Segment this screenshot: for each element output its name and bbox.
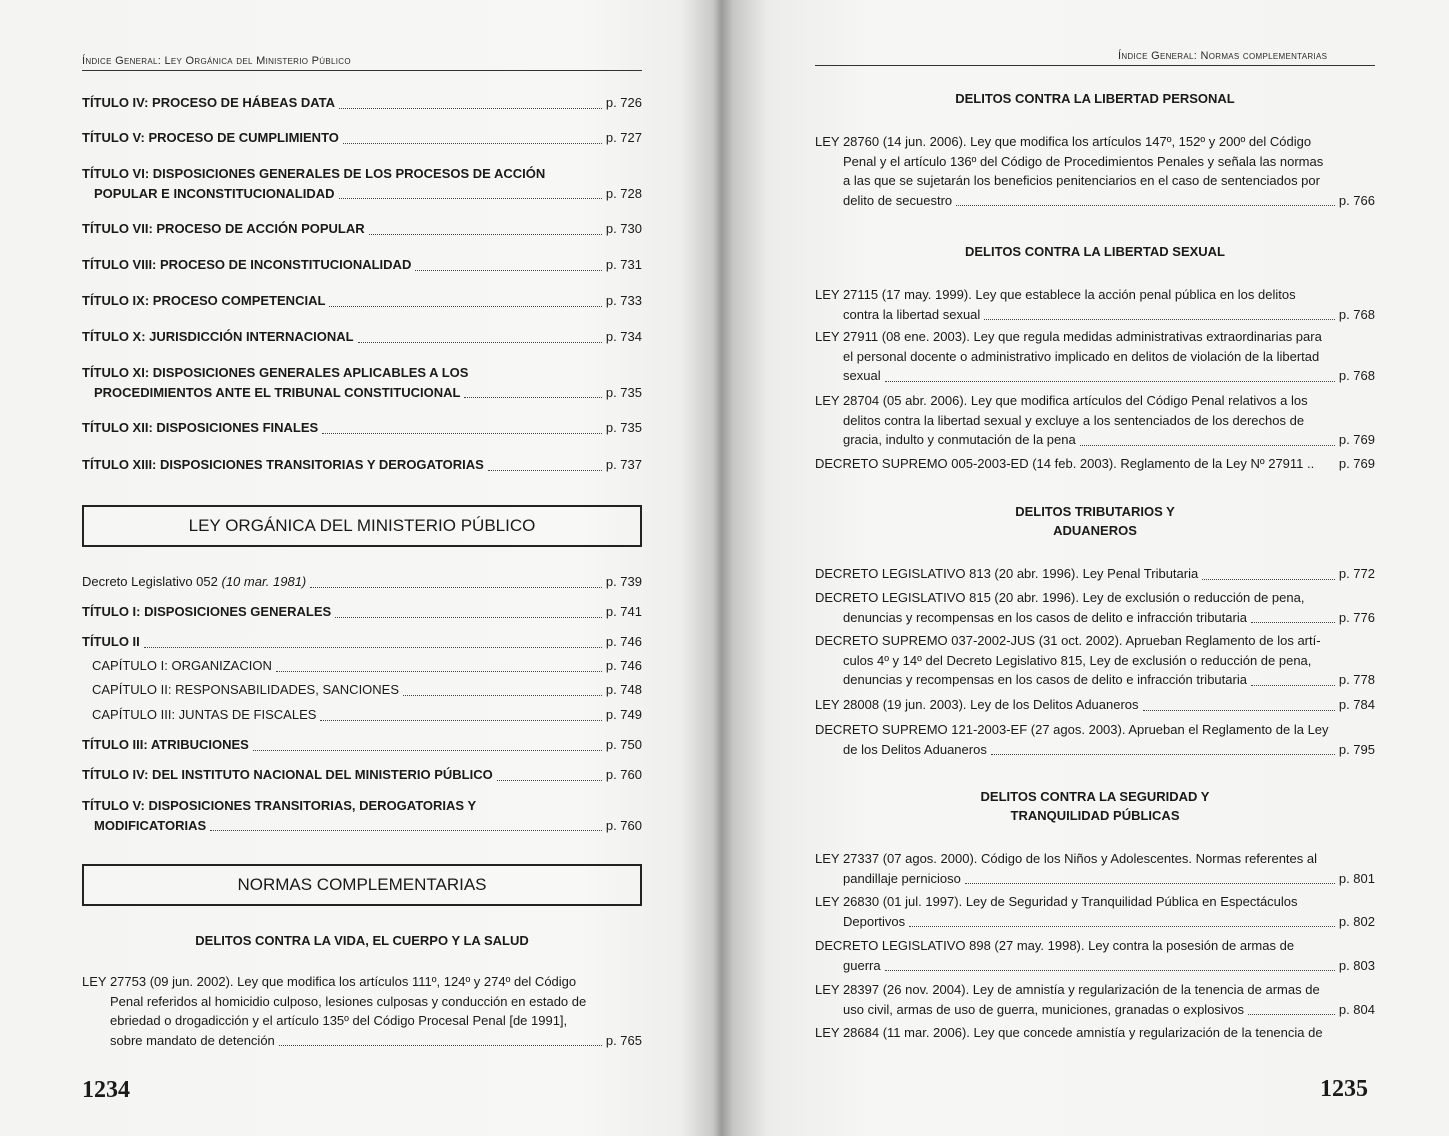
toc-entry: DECRETO LEGISLATIVO 815 (20 abr. 1996). Ley de exclusión o reducción de pena, denuncias y recompensas en los casos de delito e infracción tributaria p. 776	[815, 590, 1375, 625]
toc-entry: DECRETO LEGISLATIVO 813 (20 abr. 1996). Ley Penal Tributaria p. 772	[815, 566, 1375, 581]
toc-entry: CAPÍTULO II: RESPONSABILIDADES, SANCIONES p. 748	[92, 682, 642, 697]
header-rule	[815, 65, 1375, 66]
toc-entry: DECRETO LEGISLATIVO 898 (27 may. 1998). Ley contra la posesión de armas de guerra p. 803	[815, 938, 1375, 973]
toc-entry: TÍTULO XI: DISPOSICIONES GENERALES APLICABLES A LOS PROCEDIMIENTOS ANTE EL TRIBUNAL CONSTITUCIONAL p. 735	[82, 365, 642, 400]
running-header: Índice General: Normas complementarias	[1118, 50, 1328, 62]
toc-entry: DECRETO SUPREMO 037-2002-JUS (31 oct. 2002). Aprueban Reglamento de los artí- culos 4º y 14º del Decreto Legislativo 815, Ley de exclusión o reducción de pena, denuncias y recompensas en los casos de delito e infracción tributaria p. 778	[815, 633, 1375, 687]
toc-entry: LEY 28760 (14 jun. 2006). Ley que modifica los artículos 147º, 152º y 200º del Código Penal y el artículo 136º del Código de Procedimientos Penales y señala las normas a las que se sujetarán los beneficios penitenciarios en el caso de sentenciados por delito de secuestro p. 766	[815, 134, 1375, 208]
section-heading: DELITOS TRIBUTARIOS Y ADUANEROS	[1015, 504, 1175, 538]
header-rule	[82, 70, 642, 71]
section-box-ley-organica: LEY ORGÁNICA DEL MINISTERIO PÚBLICO	[82, 505, 642, 547]
toc-entry: LEY 28684 (11 mar. 2006). Ley que concede amnistía y regularización de la tenencia de	[815, 1025, 1323, 1040]
toc-entry: TÍTULO I: DISPOSICIONES GENERALES p. 741	[82, 604, 642, 619]
toc-entry-ley-27753: LEY 27753 (09 jun. 2002). Ley que modifica los artículos 111º, 124º y 274º del Código Penal referidos al homicidio culposo, lesiones culposas y conducción en estado de ebriedad o drogadicción y el artículo 135º del Código Procesal Penal [de 1991], sobre mandato de detención p. 765	[82, 974, 642, 1048]
toc-entry-decreto: Decreto Legislativo 052 (10 mar. 1981) p. 739	[82, 574, 642, 589]
toc-entry: LEY 28397 (26 nov. 2004). Ley de amnistía y regularización de la tenencia de armas de uso civil, armas de uso de guerra, municiones, granadas o explosivos p. 804	[815, 982, 1375, 1017]
section-heading: DELITOS CONTRA LA VIDA, EL CUERPO Y LA SALUD	[195, 933, 529, 948]
toc-entry: TÍTULO VII: PROCESO DE ACCIÓN POPULAR p. 730	[82, 221, 642, 236]
toc-entry: TÍTULO IV: DEL INSTITUTO NACIONAL DEL MINISTERIO PÚBLICO p. 760	[82, 767, 642, 782]
toc-entry: DECRETO SUPREMO 005-2003-ED (14 feb. 2003). Reglamento de la Ley Nº 27911 .. p. 769	[815, 456, 1375, 471]
toc-entry: LEY 26830 (01 jul. 1997). Ley de Seguridad y Tranquilidad Pública en Espectáculos Deportivos p. 802	[815, 894, 1375, 929]
toc-entry: LEY 28704 (05 abr. 2006). Ley que modifica artículos del Código Penal relativos a los delitos contra la libertad sexual y excluye a los sentenciados de los derechos de gracia, indulto y conmutación de la pena p. 769	[815, 393, 1375, 447]
toc-entry: TÍTULO II p. 746	[82, 634, 642, 649]
toc-entry: TÍTULO III: ATRIBUCIONES p. 750	[82, 737, 642, 752]
toc-entry: TÍTULO V: DISPOSICIONES TRANSITORIAS, DEROGATORIAS Y MODIFICATORIAS p. 760	[82, 798, 642, 833]
toc-entry: TÍTULO V: PROCESO DE CUMPLIMIENTO p. 727	[82, 130, 642, 145]
section-box-normas: NORMAS COMPLEMENTARIAS	[82, 864, 642, 906]
toc-entry: TÍTULO X: JURISDICCIÓN INTERNACIONAL p. 734	[82, 329, 642, 344]
page-number: 1234	[82, 1077, 130, 1103]
toc-entry: LEY 28008 (19 jun. 2003). Ley de los Delitos Aduaneros p. 784	[815, 697, 1375, 712]
toc-entry: TÍTULO IX: PROCESO COMPETENCIAL p. 733	[82, 293, 642, 308]
toc-entry: TÍTULO VIII: PROCESO DE INCONSTITUCIONALIDAD p. 731	[82, 257, 642, 272]
toc-entry: DECRETO SUPREMO 121-2003-EF (27 agos. 2003). Aprueban el Reglamento de la Ley de los Delitos Aduaneros p. 795	[815, 722, 1375, 757]
section-heading: DELITOS CONTRA LA SEGURIDAD Y TRANQUILIDAD PÚBLICAS	[980, 789, 1210, 823]
section-heading: DELITOS CONTRA LA LIBERTAD PERSONAL	[955, 91, 1235, 106]
toc-entry: TÍTULO XIII: DISPOSICIONES TRANSITORIAS Y DEROGATORIAS p. 737	[82, 457, 642, 472]
toc-entry: CAPÍTULO III: JUNTAS DE FISCALES p. 749	[92, 707, 642, 722]
toc-entry: LEY 27911 (08 ene. 2003). Ley que regula medidas administrativas extraordinarias para el personal docente o administrativo implicado en delitos de violación de la libertad sexual p. 768	[815, 329, 1375, 383]
left-page	[0, 0, 720, 1136]
section-heading: DELITOS CONTRA LA LIBERTAD SEXUAL	[965, 244, 1225, 259]
right-page	[728, 0, 1449, 1136]
toc-entry: TÍTULO IV: PROCESO DE HÁBEAS DATA p. 726	[82, 95, 642, 110]
page-number: 1235	[1320, 1076, 1368, 1102]
toc-entry: TÍTULO VI: DISPOSICIONES GENERALES DE LOS PROCESOS DE ACCIÓN POPULAR E INCONSTITUCIONALIDAD p. 728	[82, 166, 642, 201]
running-header: Índice General: Ley Orgánica del Ministerio Público	[82, 55, 351, 67]
toc-entry: CAPÍTULO I: ORGANIZACION p. 746	[92, 658, 642, 673]
toc-entry: LEY 27115 (17 may. 1999). Ley que establece la acción penal pública en los delitos contra la libertad sexual p. 768	[815, 287, 1375, 322]
toc-entry: LEY 27337 (07 agos. 2000). Código de los Niños y Adolescentes. Normas referentes al pandillaje pernicioso p. 801	[815, 851, 1375, 886]
toc-entry: TÍTULO XII: DISPOSICIONES FINALES p. 735	[82, 420, 642, 435]
